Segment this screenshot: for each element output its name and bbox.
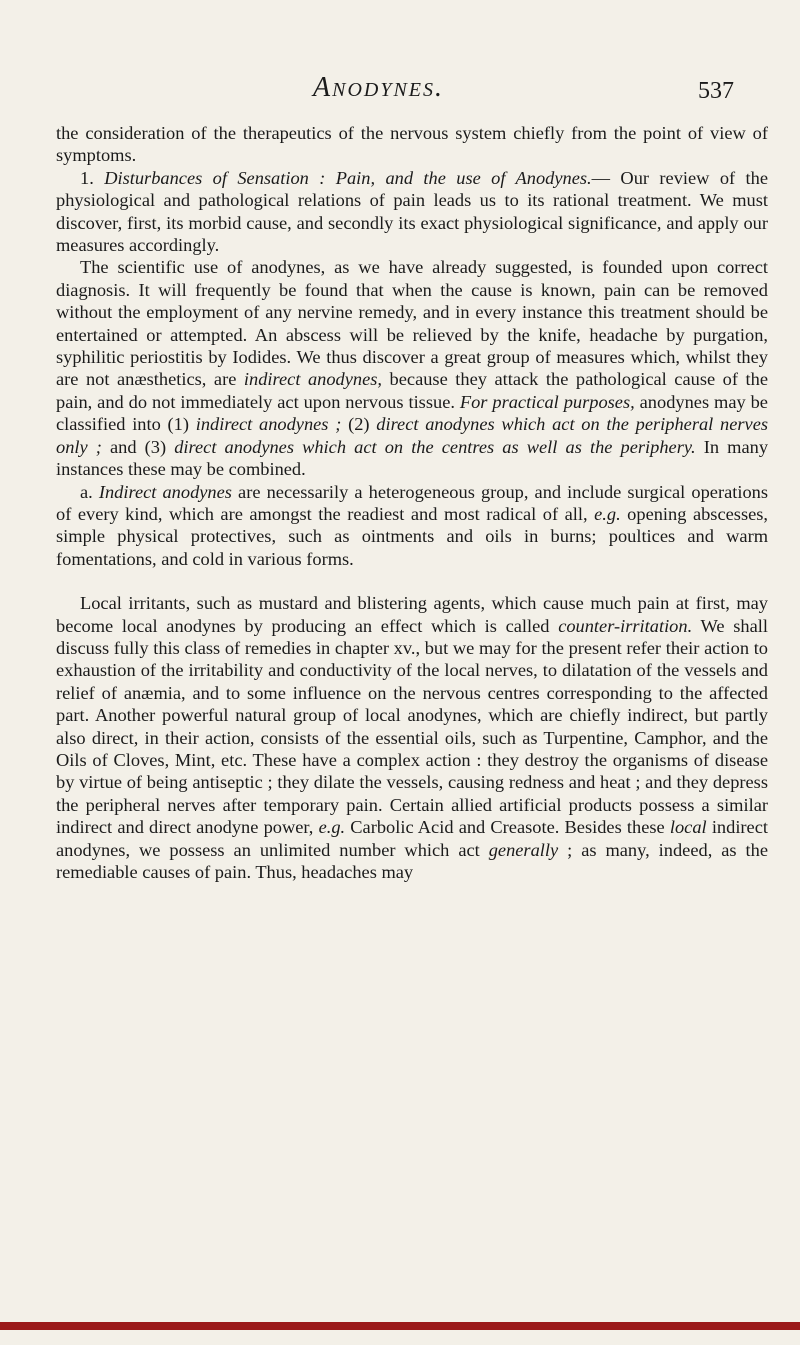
- paragraph: [56, 256, 768, 480]
- italic-run: indirect anodynes,: [243, 369, 383, 390]
- italic-run: local: [669, 817, 707, 838]
- paragraph: [56, 167, 768, 257]
- text-run: We shall discuss fully this class of remedies in chapter xv., but we may for the present refer their action to exhaustion of the irritability and conductivity of the local nerves, to dilatation of the vessels and relief of anæmia, and to some influence on the nervous centres corresponding to the affected part. Another powerful natural group of local anodynes, which are chiefly indirect, but partly also direct, in their action, consists of the essential oils, such as Turpentine, Camphor, and the Oils of Cloves, Mint, etc. These have a complex action : they destroy the organisms of disease by virtue of being antiseptic ; they dilate the vessels, causing redness and heat ; and they depress the peripheral nerves after temporary pain. Certain allied artificial products possess a similar indirect and direct anodyne power,: [56, 615, 768, 838]
- page-number: 537: [698, 78, 734, 104]
- text-run: are necessarily a heterogeneous group, and include surgical operations of every kind, which are amongst the readiest and most radical of all,: [56, 481, 768, 524]
- italic-run: indirect anodynes ;: [195, 414, 342, 435]
- italic-run: Indirect anodynes: [98, 481, 232, 502]
- running-title: Anodynes.: [313, 72, 445, 103]
- text-run: Local irritants, such as mustard and blistering agents, which cause much pain at first, may become local anodynes by producing an effect which is called: [56, 593, 768, 636]
- italic-run: e.g.: [594, 503, 621, 524]
- text-run: indirect anodynes, we possess an unlimited number which act: [56, 817, 768, 860]
- italic-run: For practical purposes,: [459, 391, 635, 412]
- text-run: anodynes may be classified into (1): [56, 391, 768, 435]
- body-text: [56, 122, 768, 883]
- text-run: In many instances these may be combined.: [56, 436, 769, 480]
- text-run: opening abscesses, simple physical protectives, such as ointments and oils in burns; poultices and warm fomentations, and cold in various forms.: [56, 503, 769, 569]
- italic-run: counter-irritation.: [558, 615, 693, 636]
- paragraph: [56, 122, 768, 167]
- italic-run: generally: [488, 839, 559, 860]
- italic-run: direct anodynes which act on the peripheral nerves only ;: [56, 414, 769, 457]
- text-run: Carbolic Acid and Creasote. Besides these: [345, 817, 670, 838]
- italic-run: direct anodynes which act on the centres as well as the periphery.: [174, 436, 696, 457]
- page-header: [0, 72, 800, 112]
- italic-run: e.g.: [318, 817, 346, 838]
- text-run: — Our review of the physiological and pathological relations of pain leads us to its rational treatment. We must discover, first, its morbid cause, and secondly its exact physiological significance, and apply our measures accordingly.: [56, 167, 768, 256]
- paragraph: [56, 592, 768, 883]
- text-run: the consideration of the therapeutics of the nervous system chiefly from the point of view of symptoms.: [56, 123, 768, 166]
- text-run: a.: [80, 481, 99, 502]
- text-run: (2): [341, 414, 377, 435]
- text-run: ; as many, indeed, as the remediable causes of pain. Thus, headaches may: [56, 839, 768, 882]
- text-run: 1.: [80, 167, 105, 188]
- italic-run: Disturbances of Sensation : Pain, and the use of Anodynes.: [104, 167, 592, 188]
- text-run: because they attack the pathological cause of the pain, and do not immediately act upon nervous tissue.: [56, 369, 768, 412]
- text-run: The scientific use of anodynes, as we have already suggested, is founded upon correct diagnosis. It will frequently be found that when the cause is known, pain can be removed without the employment of any nervine remedy, and in every instance this treatment should be entertained or attempted. An abscess will be relieved by the knife, headache by purgation, syphilitic periostitis by Iodides. We thus discover a great group of measures which, whilst they are not anæsthetics, are: [56, 257, 768, 390]
- page-edge-bar: [0, 1322, 800, 1330]
- text-run: and (3): [101, 436, 175, 457]
- paragraph: [56, 481, 768, 571]
